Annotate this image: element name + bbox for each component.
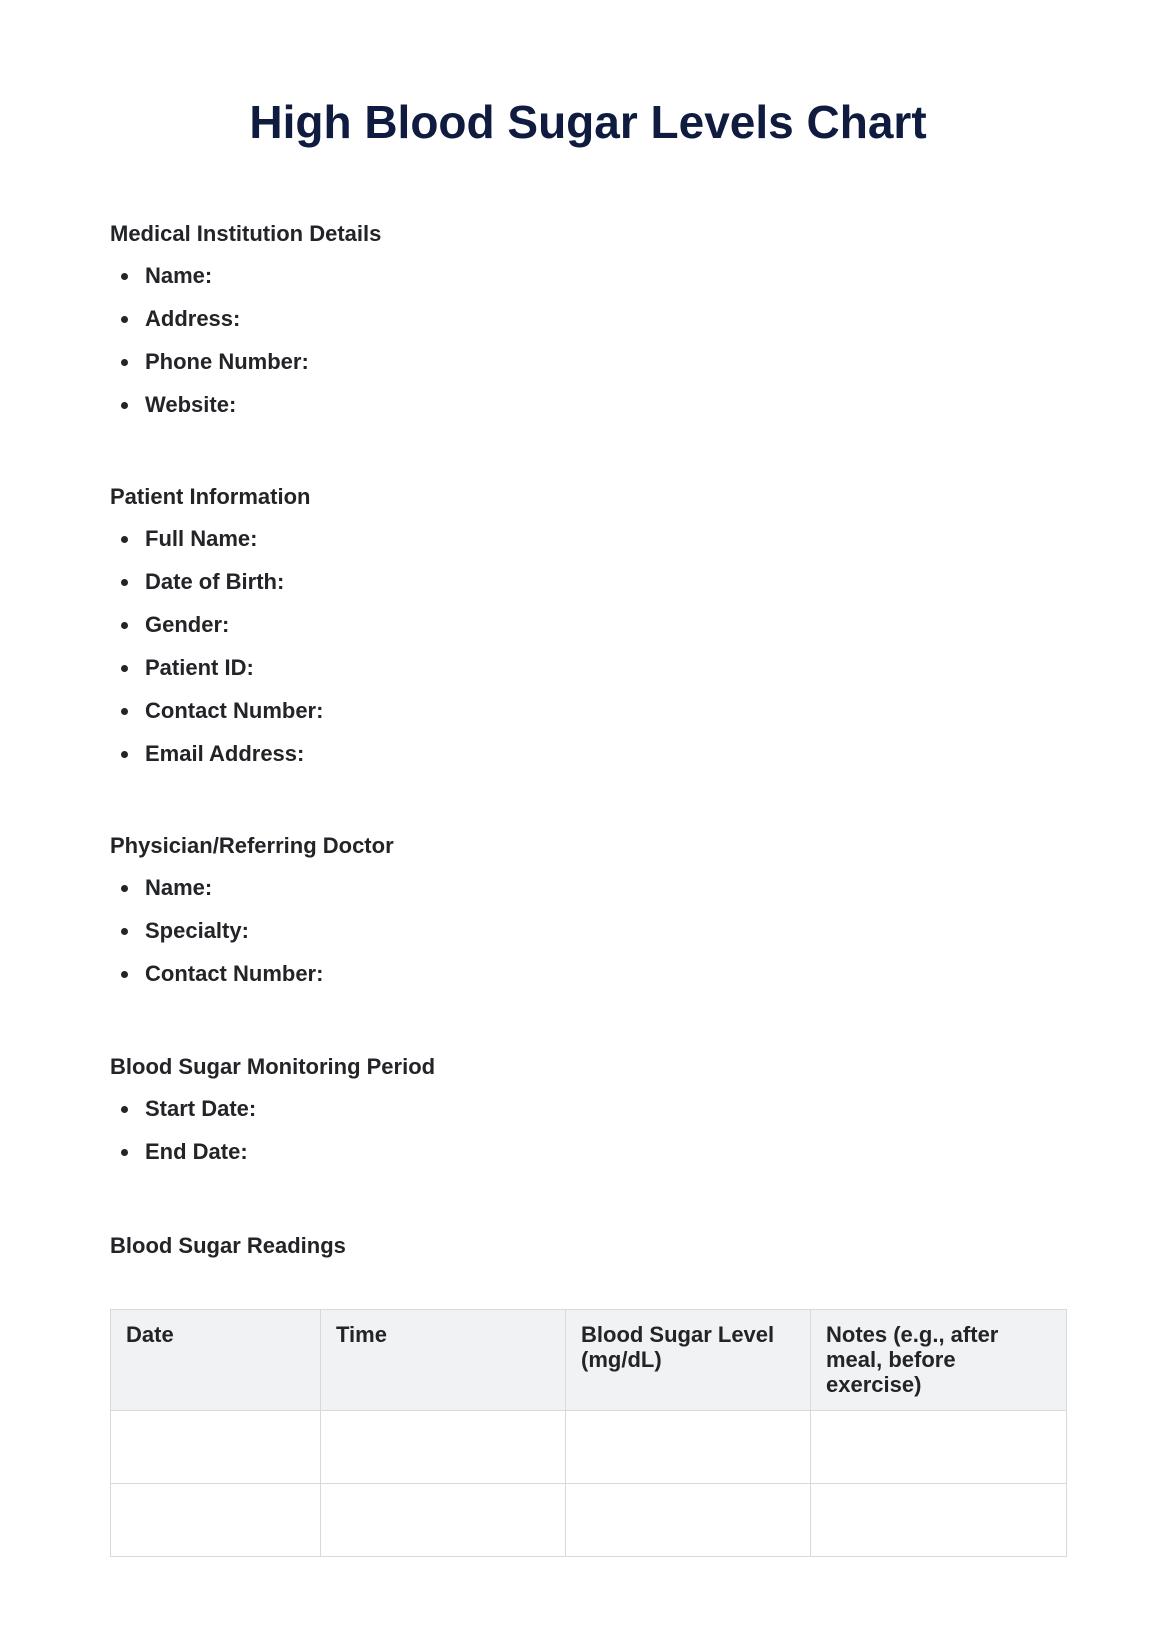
field-label: Website: bbox=[145, 392, 237, 417]
field-physician-contact-number bbox=[110, 960, 1070, 988]
field-label: Start Date: bbox=[145, 1096, 257, 1121]
field-gender bbox=[110, 611, 1070, 639]
field-label: Patient ID: bbox=[145, 655, 254, 680]
field-phone-number bbox=[110, 348, 1070, 376]
bullet-icon bbox=[121, 402, 128, 409]
column-header-notes: Notes (e.g., after meal, before exercise) bbox=[811, 1310, 1067, 1411]
field-email-address bbox=[110, 740, 1070, 768]
field-list bbox=[110, 874, 1070, 988]
section-heading: Blood Sugar Readings bbox=[110, 1233, 346, 1258]
bullet-icon bbox=[121, 359, 128, 366]
column-header-time: Time bbox=[321, 1310, 566, 1411]
field-label: Full Name: bbox=[145, 526, 258, 551]
page-title: High Blood Sugar Levels Chart bbox=[249, 96, 927, 148]
field-full-name bbox=[110, 525, 1070, 553]
field-contact-number bbox=[110, 697, 1070, 725]
bullet-icon bbox=[121, 751, 128, 758]
section-medical-institution bbox=[110, 220, 1070, 434]
bullet-icon bbox=[121, 708, 128, 715]
table-cell[interactable] bbox=[566, 1484, 811, 1557]
field-label: Email Address: bbox=[145, 741, 305, 766]
field-patient-id bbox=[110, 654, 1070, 682]
field-list bbox=[110, 1095, 1070, 1166]
column-header-blood-sugar-level: Blood Sugar Level (mg/dL) bbox=[566, 1310, 811, 1411]
table-cell[interactable] bbox=[321, 1411, 566, 1484]
field-name bbox=[110, 262, 1070, 290]
field-start-date bbox=[110, 1095, 1070, 1123]
table-header-row bbox=[111, 1310, 1067, 1411]
field-label: Date of Birth: bbox=[145, 569, 285, 594]
field-label: Contact Number: bbox=[145, 698, 324, 723]
field-date-of-birth bbox=[110, 568, 1070, 596]
table-cell[interactable] bbox=[321, 1484, 566, 1557]
field-list bbox=[110, 262, 1070, 419]
table-cell[interactable] bbox=[811, 1484, 1067, 1557]
field-address bbox=[110, 305, 1070, 333]
bullet-icon bbox=[121, 665, 128, 672]
bullet-icon bbox=[121, 273, 128, 280]
table-cell[interactable] bbox=[111, 1484, 321, 1557]
bullet-icon bbox=[121, 536, 128, 543]
bullet-icon bbox=[121, 928, 128, 935]
field-label: Address: bbox=[145, 306, 241, 331]
bullet-icon bbox=[121, 885, 128, 892]
field-label: Specialty: bbox=[145, 918, 249, 943]
table-cell[interactable] bbox=[566, 1411, 811, 1484]
field-label: Phone Number: bbox=[145, 349, 309, 374]
section-heading: Blood Sugar Monitoring Period bbox=[110, 1054, 436, 1079]
table-cell[interactable] bbox=[811, 1411, 1067, 1484]
table-cell[interactable] bbox=[111, 1411, 321, 1484]
field-label: Name: bbox=[145, 875, 213, 900]
bullet-icon bbox=[121, 579, 128, 586]
bullet-icon bbox=[121, 622, 128, 629]
field-label: Contact Number: bbox=[145, 961, 324, 986]
field-physician-name bbox=[110, 874, 1070, 902]
section-readings bbox=[110, 1232, 1070, 1260]
field-label: End Date: bbox=[145, 1139, 248, 1164]
field-label: Name: bbox=[145, 263, 213, 288]
field-list bbox=[110, 525, 1070, 768]
field-specialty bbox=[110, 917, 1070, 945]
section-heading: Medical Institution Details bbox=[110, 221, 382, 246]
section-heading: Patient Information bbox=[110, 484, 311, 509]
section-heading: Physician/Referring Doctor bbox=[110, 833, 394, 858]
bullet-icon bbox=[121, 316, 128, 323]
column-header-date: Date bbox=[111, 1310, 321, 1411]
section-monitoring-period bbox=[110, 1053, 1070, 1181]
table-row bbox=[111, 1411, 1067, 1484]
bullet-icon bbox=[121, 1149, 128, 1156]
section-patient-information bbox=[110, 483, 1070, 783]
field-website bbox=[110, 391, 1070, 419]
section-physician bbox=[110, 832, 1070, 1003]
bullet-icon bbox=[121, 1106, 128, 1113]
bullet-icon bbox=[121, 971, 128, 978]
field-label: Gender: bbox=[145, 612, 230, 637]
field-end-date bbox=[110, 1138, 1070, 1166]
readings-table bbox=[110, 1309, 1067, 1557]
table-row bbox=[111, 1484, 1067, 1557]
